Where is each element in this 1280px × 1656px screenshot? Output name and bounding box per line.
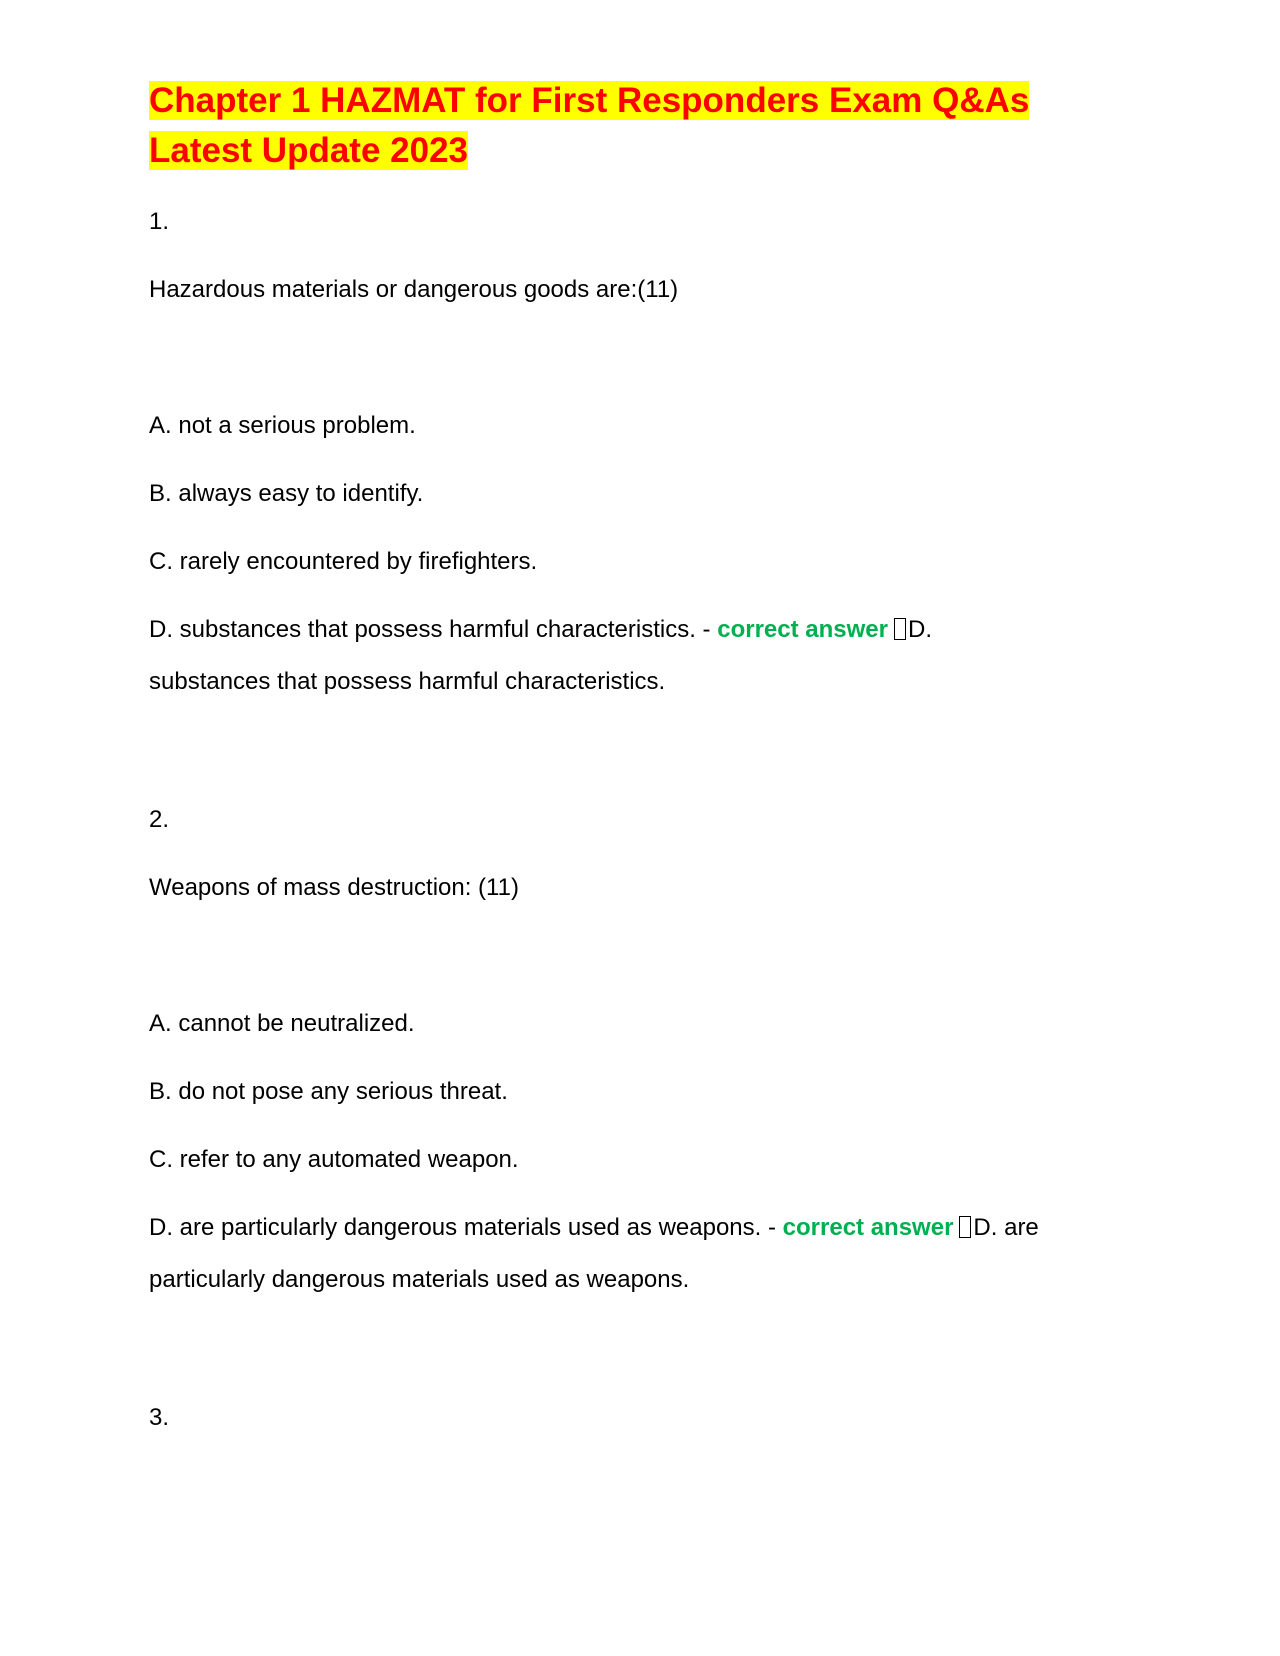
answer-start: D. (908, 616, 932, 643)
question-prompt: Weapons of mass destruction: (11) (149, 874, 519, 901)
option-c: C. refer to any automated weapon. (149, 1146, 519, 1173)
missing-glyph-icon (894, 618, 906, 640)
answer-start: D. are (973, 1214, 1039, 1241)
answer-text: particularly dangerous materials used as weapons. (149, 1266, 690, 1293)
option-a: A. not a serious problem. (149, 412, 416, 439)
correct-answer-label: correct answer (717, 616, 888, 643)
title-line-1: Chapter 1 HAZMAT for First Responders Exam Q&As (149, 81, 1030, 120)
missing-glyph-icon (959, 1216, 971, 1238)
option-d: D. substances that possess harmful characteristics. - (149, 616, 711, 643)
question-number: 3. (149, 1404, 170, 1431)
option-d: D. are particularly dangerous materials used as weapons. - (149, 1214, 776, 1241)
option-d-line (149, 1212, 1039, 1244)
option-b: B. always easy to identify. (149, 480, 424, 507)
title-line-2: Latest Update 2023 (149, 131, 469, 170)
option-b: B. do not pose any serious threat. (149, 1078, 508, 1105)
question-prompt: Hazardous materials or dangerous goods are:(11) (149, 276, 679, 303)
document-title (149, 76, 1109, 176)
option-d-line (149, 614, 932, 646)
option-a: A. cannot be neutralized. (149, 1010, 415, 1037)
question-number: 1. (149, 208, 170, 235)
question-number: 2. (149, 806, 170, 833)
answer-text: substances that possess harmful characteristics. (149, 668, 666, 695)
correct-answer-label: correct answer (782, 1214, 954, 1241)
option-c: C. rarely encountered by firefighters. (149, 548, 538, 575)
